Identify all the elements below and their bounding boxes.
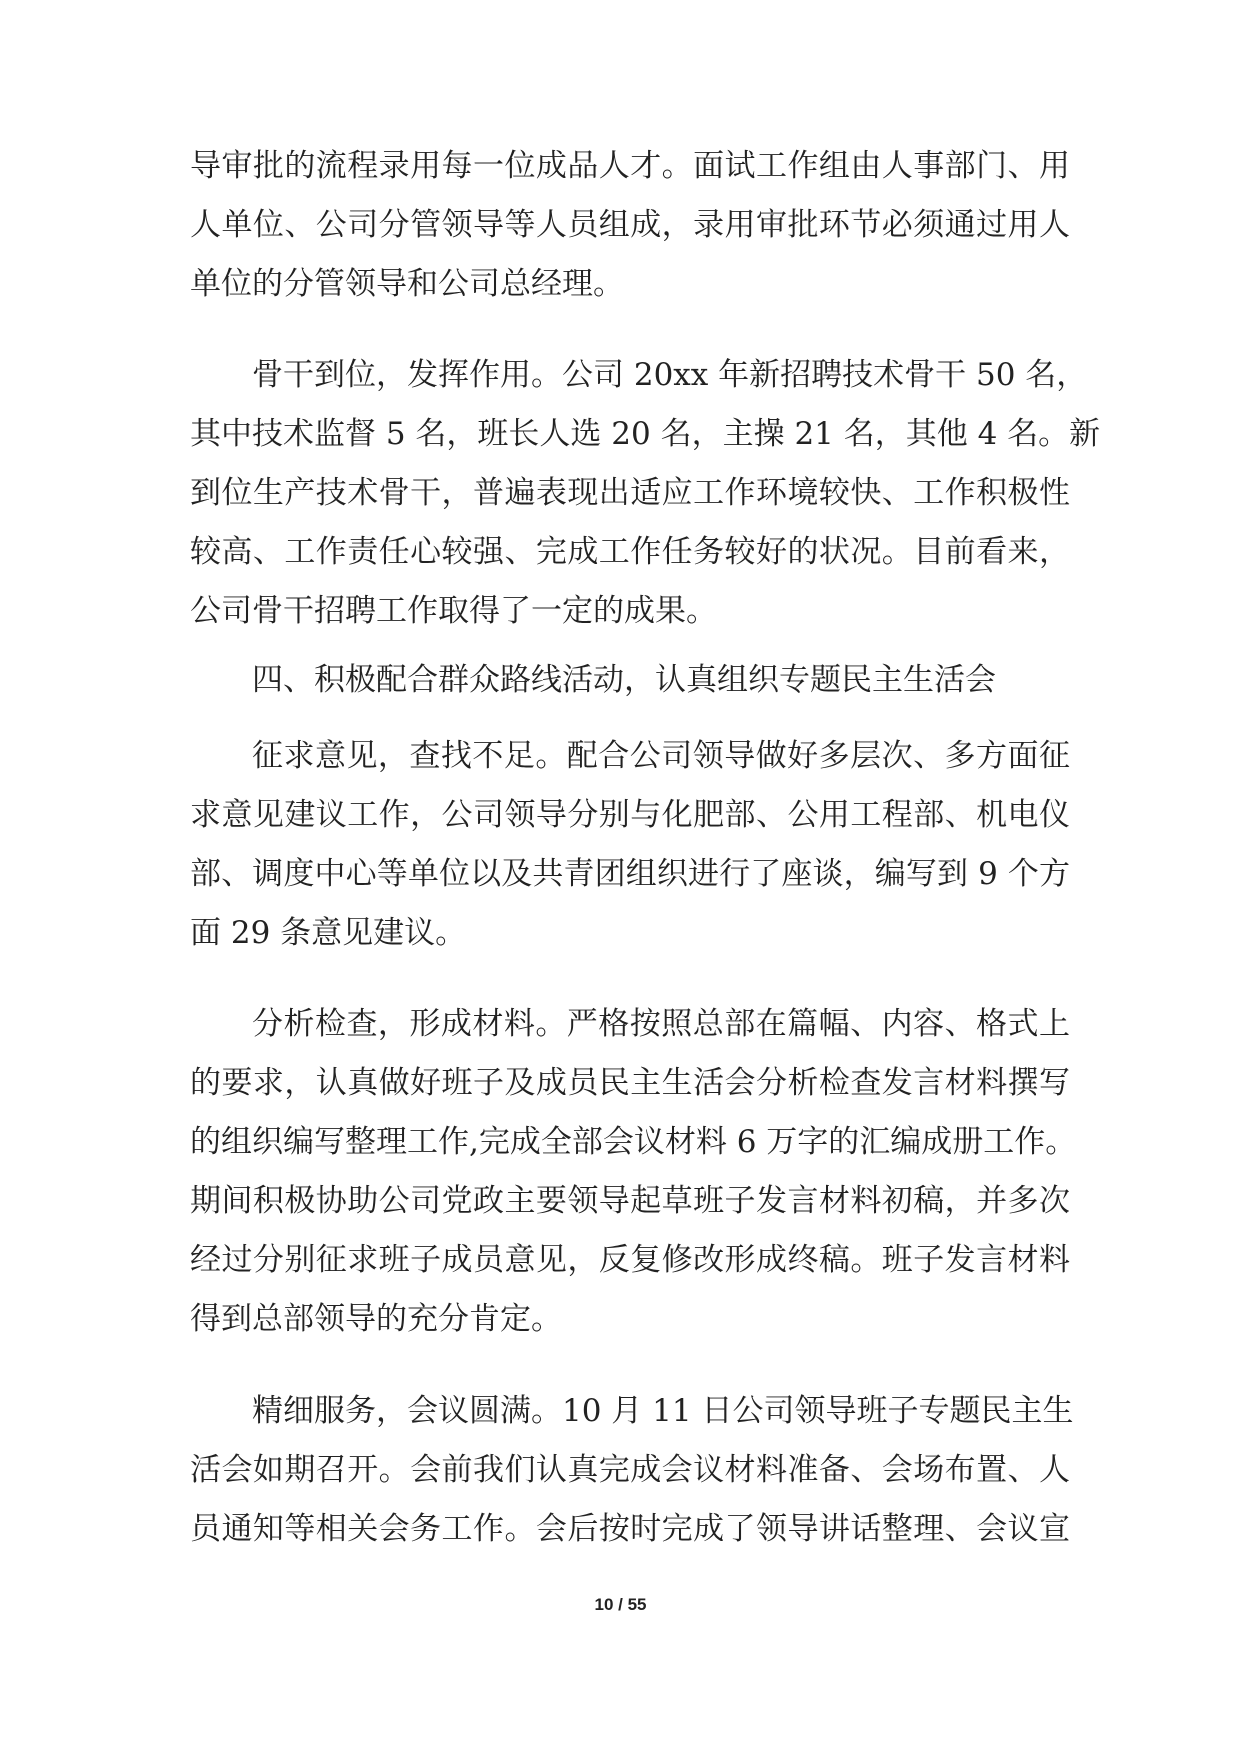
text-line: 较高、工作责任心较强、完成工作任务较好的状况。目前看来， — [190, 534, 1070, 570]
text-line: 员通知等相关会务工作。会后按时完成了领导讲话整理、会议宣 — [190, 1511, 1070, 1547]
text-line: 公司骨干招聘工作取得了一定的成果。 — [190, 593, 717, 629]
text-line: 单位的分管领导和公司总经理。 — [190, 266, 624, 302]
text-line: 征求意见，查找不足。配合公司领导做好多层次、多方面征 — [252, 738, 1070, 774]
text-line: 经过分别征求班子成员意见，反复修改形成终稿。班子发言材料 — [190, 1242, 1070, 1278]
text-line: 到位生产技术骨干，普遍表现出适应工作环境较快、工作积极性 — [190, 475, 1070, 511]
section-heading: 四、积极配合群众路线活动，认真组织专题民主生活会 — [252, 662, 996, 698]
text-line: 其中技术监督 5 名，班长人选 20 名，主操 21 名，其他 4 名。新 — [190, 416, 1101, 452]
text-line: 人单位、公司分管领导等人员组成，录用审批环节必须通过用人 — [190, 207, 1070, 243]
text-line: 的组织编写整理工作,完成全部会议材料 6 万字的汇编成册工作。 — [190, 1124, 1077, 1160]
text-line: 得到总部领导的充分肯定。 — [190, 1301, 562, 1337]
text-line: 面 29 条意见建议。 — [190, 915, 467, 951]
text-line: 分析检查，形成材料。严格按照总部在篇幅、内容、格式上 — [252, 1006, 1070, 1042]
text-line: 骨干到位，发挥作用。公司 20xx 年新招聘技术骨干 50 名， — [252, 357, 1088, 393]
text-line: 部、调度中心等单位以及共青团组织进行了座谈，编写到 9 个方 — [190, 856, 1070, 892]
text-line: 活会如期召开。会前我们认真完成会议材料准备、会场布置、人 — [190, 1452, 1070, 1488]
text-line: 求意见建议工作，公司领导分别与化肥部、公用工程部、机电仪 — [190, 797, 1070, 833]
text-line: 精细服务，会议圆满。10 月 11 日公司领导班子专题民主生 — [252, 1393, 1074, 1429]
text-line: 的要求，认真做好班子及成员民主生活会分析检查发言材料撰写 — [190, 1065, 1070, 1101]
text-line: 导审批的流程录用每一位成品人才。面试工作组由人事部门、用 — [190, 148, 1070, 184]
text-line: 期间积极协助公司党政主要领导起草班子发言材料初稿，并多次 — [190, 1183, 1070, 1219]
page-number: 10 / 55 — [594, 1595, 647, 1614]
